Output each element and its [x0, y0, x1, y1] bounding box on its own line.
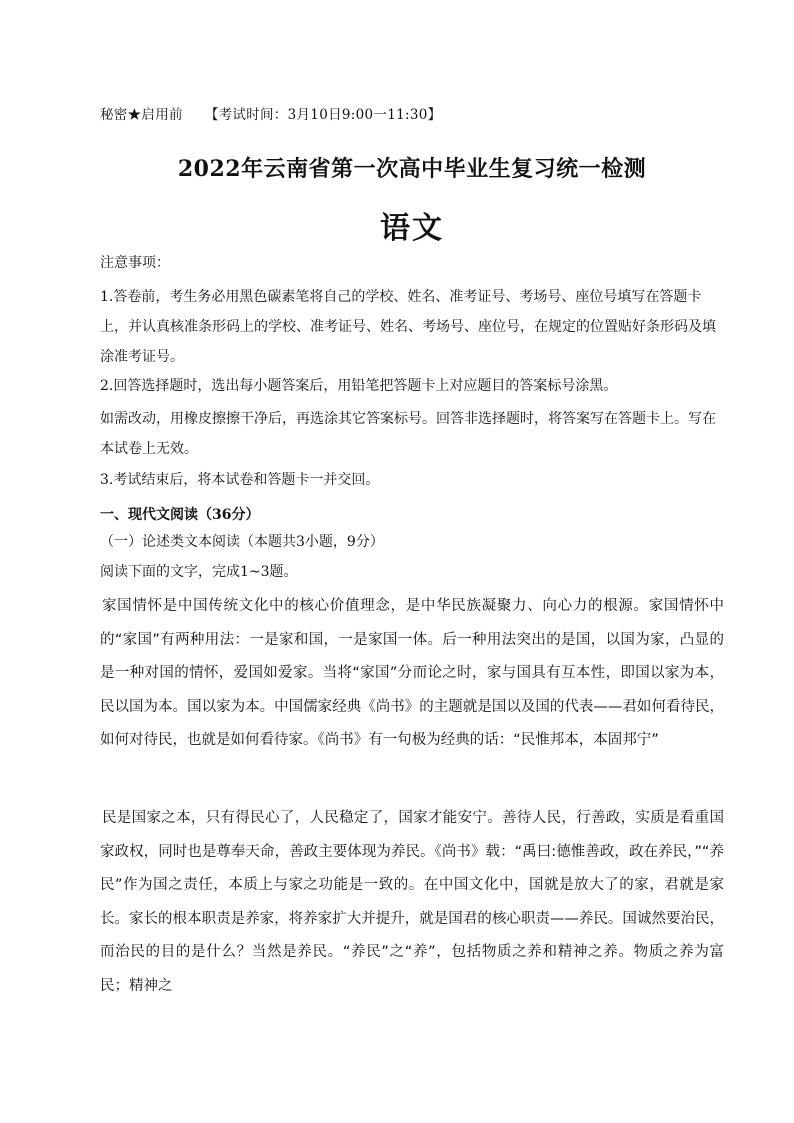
exam-title: 2022年云南省第一次高中毕业生复习统一检测: [177, 156, 647, 182]
notice-item-1: [100, 282, 724, 372]
section-instruction: 阅读下面的文字，完成1~3题。: [100, 564, 298, 580]
passage-paragraph-2: 民是国家之本，只有得民心了，人民稳定了，国家才能安宁。善待人民，行善政，实质是看重国家政权，同时也是尊奉天命，善政主要体现为养民。《尚书》载：“禹曰:德惟善政，政在养民，”“养民”作为国之责任，本质上与家之功能是一致的。在中国文化中，国就是放大了的家，君就是家长。家长的根本职责是养家，将养家扩大并提升，就是国君的核心职责——养民。国诚然要治民，而治民的目的是什么？当然是养民。“养民”之“养”，包括物质之养和精神之养。物质之养为富民；精神之: [100, 810, 724, 994]
section-subtitle: （一）论述类文本阅读（本题共3小题，9分）: [100, 534, 384, 550]
header-line: [100, 103, 441, 123]
passage-paragraph-1: 家国情怀是中国传统文化中的核心价值理念，是中华民族凝聚力、向心力的根源。家国情怀中的“家国”有两种用法：一是家和国，一是家国一体。后一种用法突出的是国，以国为家，凸显的是一种对国的情怀，爱国如爱家。当将“家国”分而论之时，家与国具有互本性，即国以家为本，民以国为本。国以家为本。中国儒家经典《尚书》的主题就是国以及国的代表——君如何看待民，如何对待民，也就是如何看待家。《尚书》有一句极为经典的话：“民惟邦本，本固邦宁”: [100, 598, 724, 748]
notice-heading: 注意事项：: [100, 255, 170, 271]
section-title: 一、现代文阅读（36分）: [100, 507, 260, 523]
notice-item-2: 2.回答选择题时，选出每小题答案后，用铅笔把答题卡上对应题目的答案标号涂黑。: [100, 378, 618, 394]
notice-item-3: 3.考试结束后，将本试卷和答题卡一并交回。: [100, 472, 380, 488]
subject-title: 语文: [380, 211, 444, 246]
exam-time-label: 【考试时间：3月10日9:00一11:30】: [204, 107, 442, 123]
notice-item-2b: 如需改动，用橡皮擦擦干净后，再选涂其它答案标号。回答非选择题时，将答案写在答题卡上。写在本试卷上无效。: [100, 411, 716, 457]
notice-item-1-text: 1.答卷前，考生务必用黑色碳素笔将自己的学校、姓名、准考证号、考场号、座位号填写在答题卡上，并认真核准条形码上的学校、准考证号、姓名、考场号、座位号，在规定的位置贴好条形码及填涂准考证号。: [100, 289, 716, 365]
confidential-label: 秘密★启用前: [100, 107, 183, 123]
